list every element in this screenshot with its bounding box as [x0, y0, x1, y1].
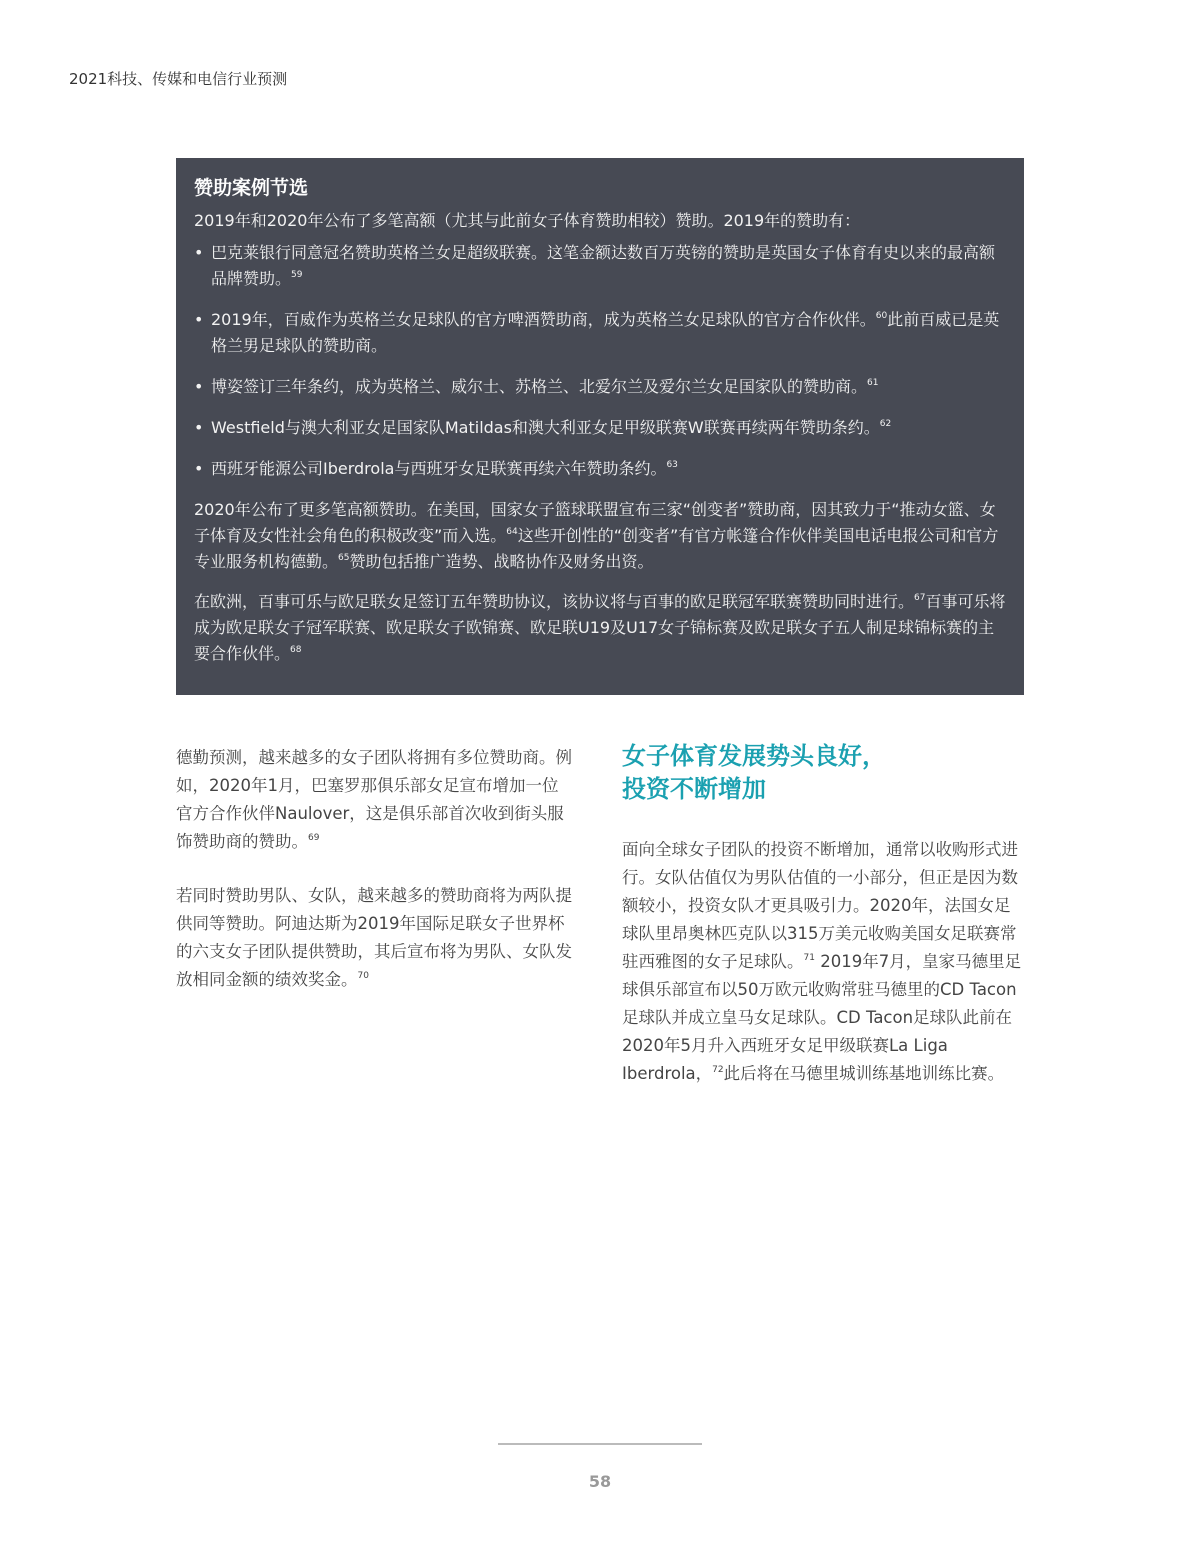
item-text: Westfield与澳大利亚女足国家队Matildas和澳大利亚女足甲级联赛W联赛再续两年赞助条约。: [211, 418, 880, 437]
footnote-ref: 68: [290, 645, 302, 655]
footnote-ref: 70: [357, 971, 369, 981]
text: 2020年公布了更多笔高额赞助。在美国，国家女子篮球联盟宣布三家“创变者”赞助商，因其致力于“推动女篮、女子体育及女性社会角色的积极改变”而入选。: [194, 500, 996, 545]
footnote-ref: 72: [712, 1065, 724, 1075]
text: 此后将在马德里城训练基地训练比赛。: [723, 1064, 1005, 1083]
sponsorship-case-box: [176, 158, 1024, 695]
footnote-ref: 63: [666, 460, 678, 470]
list-item: [194, 374, 1006, 400]
footnote-ref: 67: [914, 593, 926, 603]
sponsorship-list: [194, 240, 1006, 482]
item-text: 2019年，百威作为英格兰女足球队的官方啤酒赞助商，成为英格兰女足球队的官方合作伙伴。: [211, 310, 876, 329]
footnote-ref: 61: [867, 378, 879, 388]
footnote-ref: 59: [291, 270, 303, 280]
left-column: [176, 744, 572, 1020]
page-number: 58: [588, 1472, 612, 1491]
box-paragraph-europe: [194, 589, 1006, 667]
list-item: [194, 307, 1006, 359]
text: 德勤预测，越来越多的女子团队将拥有多位赞助商。例如，2020年1月，巴塞罗那俱乐部女足宣布增加一位官方合作伙伴Naulover，这是俱乐部首次收到街头服饰赞助商的赞助。: [176, 748, 572, 851]
footnote-ref: 62: [879, 419, 892, 429]
heading-line: 投资不断增加: [622, 775, 766, 803]
document-header: 2021科技、传媒和电信行业预测: [69, 70, 288, 88]
text: 面向全球女子团队的投资不断增加，通常以收购形式进行。女队估值仅为男队估值的一小部分，但正是因为数额较小，投资女队才更具吸引力。2020年，法国女足球队里昂奥林匹克队以315万美元收购美国女足联赛常驻西雅图的女子足球队。: [622, 840, 1018, 971]
text: 在欧洲，百事可乐与欧足联女足签订五年赞助协议，该协议将与百事的欧足联冠军联赛赞助同时进行。: [194, 592, 915, 611]
footnote-ref: 71: [803, 953, 815, 963]
footnote-ref: 65: [338, 553, 350, 563]
text: 赞助包括推广造势、战略协作及财务出资。: [349, 552, 654, 571]
text: 2019年7月，皇家马德里足球俱乐部宣布以50万欧元收购常驻马德里的CD Tacon足球队并成立皇马女足球队。CD Tacon足球队此前在2020年5月升入西班牙女足甲级联赛La Liga Iberdrola，: [622, 952, 1022, 1083]
right-column: [622, 740, 1022, 1114]
body-paragraph: [176, 882, 572, 994]
box-intro: 2019年和2020年公布了多笔高额（尤其与此前女子体育赞助相较）赞助。2019年的赞助有：: [194, 211, 861, 230]
box-paragraph-2020: [194, 497, 1006, 575]
item-text: 西班牙能源公司Iberdrola与西班牙女足联赛再续六年赞助条约。: [211, 459, 667, 478]
footnote-ref: 60: [875, 311, 888, 321]
section-heading: [622, 740, 1022, 806]
footnote-ref: 69: [308, 833, 320, 843]
list-item: [194, 240, 1006, 292]
body-paragraph: [622, 836, 1022, 1088]
item-text: 巴克莱银行同意冠名赞助英格兰女足超级联赛。这笔金额达数百万英镑的赞助是英国女子体育有史以来的最高额品牌赞助。: [211, 243, 996, 288]
box-title: 赞助案例节选: [194, 177, 309, 199]
text: 这些开创性的“创变者”有官方帐篷合作伙伴美国电话电报公司和官方专业服务机构德勤。: [194, 526, 999, 571]
heading-line: 女子体育发展势头良好，: [622, 742, 886, 770]
item-text: 此前百威已是英格兰男足球队的赞助商。: [211, 310, 1000, 355]
text: 若同时赞助男队、女队，越来越多的赞助商将为两队提供同等赞助。阿迪达斯为2019年国际足联女子世界杯的六支女子团队提供赞助，其后宣布将为男队、女队发放相同金额的绩效奖金。: [176, 886, 572, 989]
item-text: 博姿签订三年条约，成为英格兰、威尔士、苏格兰、北爱尔兰及爱尔兰女足国家队的赞助商。: [211, 377, 868, 396]
footnote-ref: 64: [506, 527, 518, 537]
body-paragraph: [176, 744, 572, 856]
list-item: [194, 415, 1006, 441]
list-item: [194, 456, 1006, 482]
text: 百事可乐将成为欧足联女子冠军联赛、欧足联女子欧锦赛、欧足联U19及U17女子锦标赛及欧足联女子五人制足球锦标赛的主要合作伙伴。: [194, 592, 1006, 663]
footer-divider: [498, 1443, 702, 1445]
